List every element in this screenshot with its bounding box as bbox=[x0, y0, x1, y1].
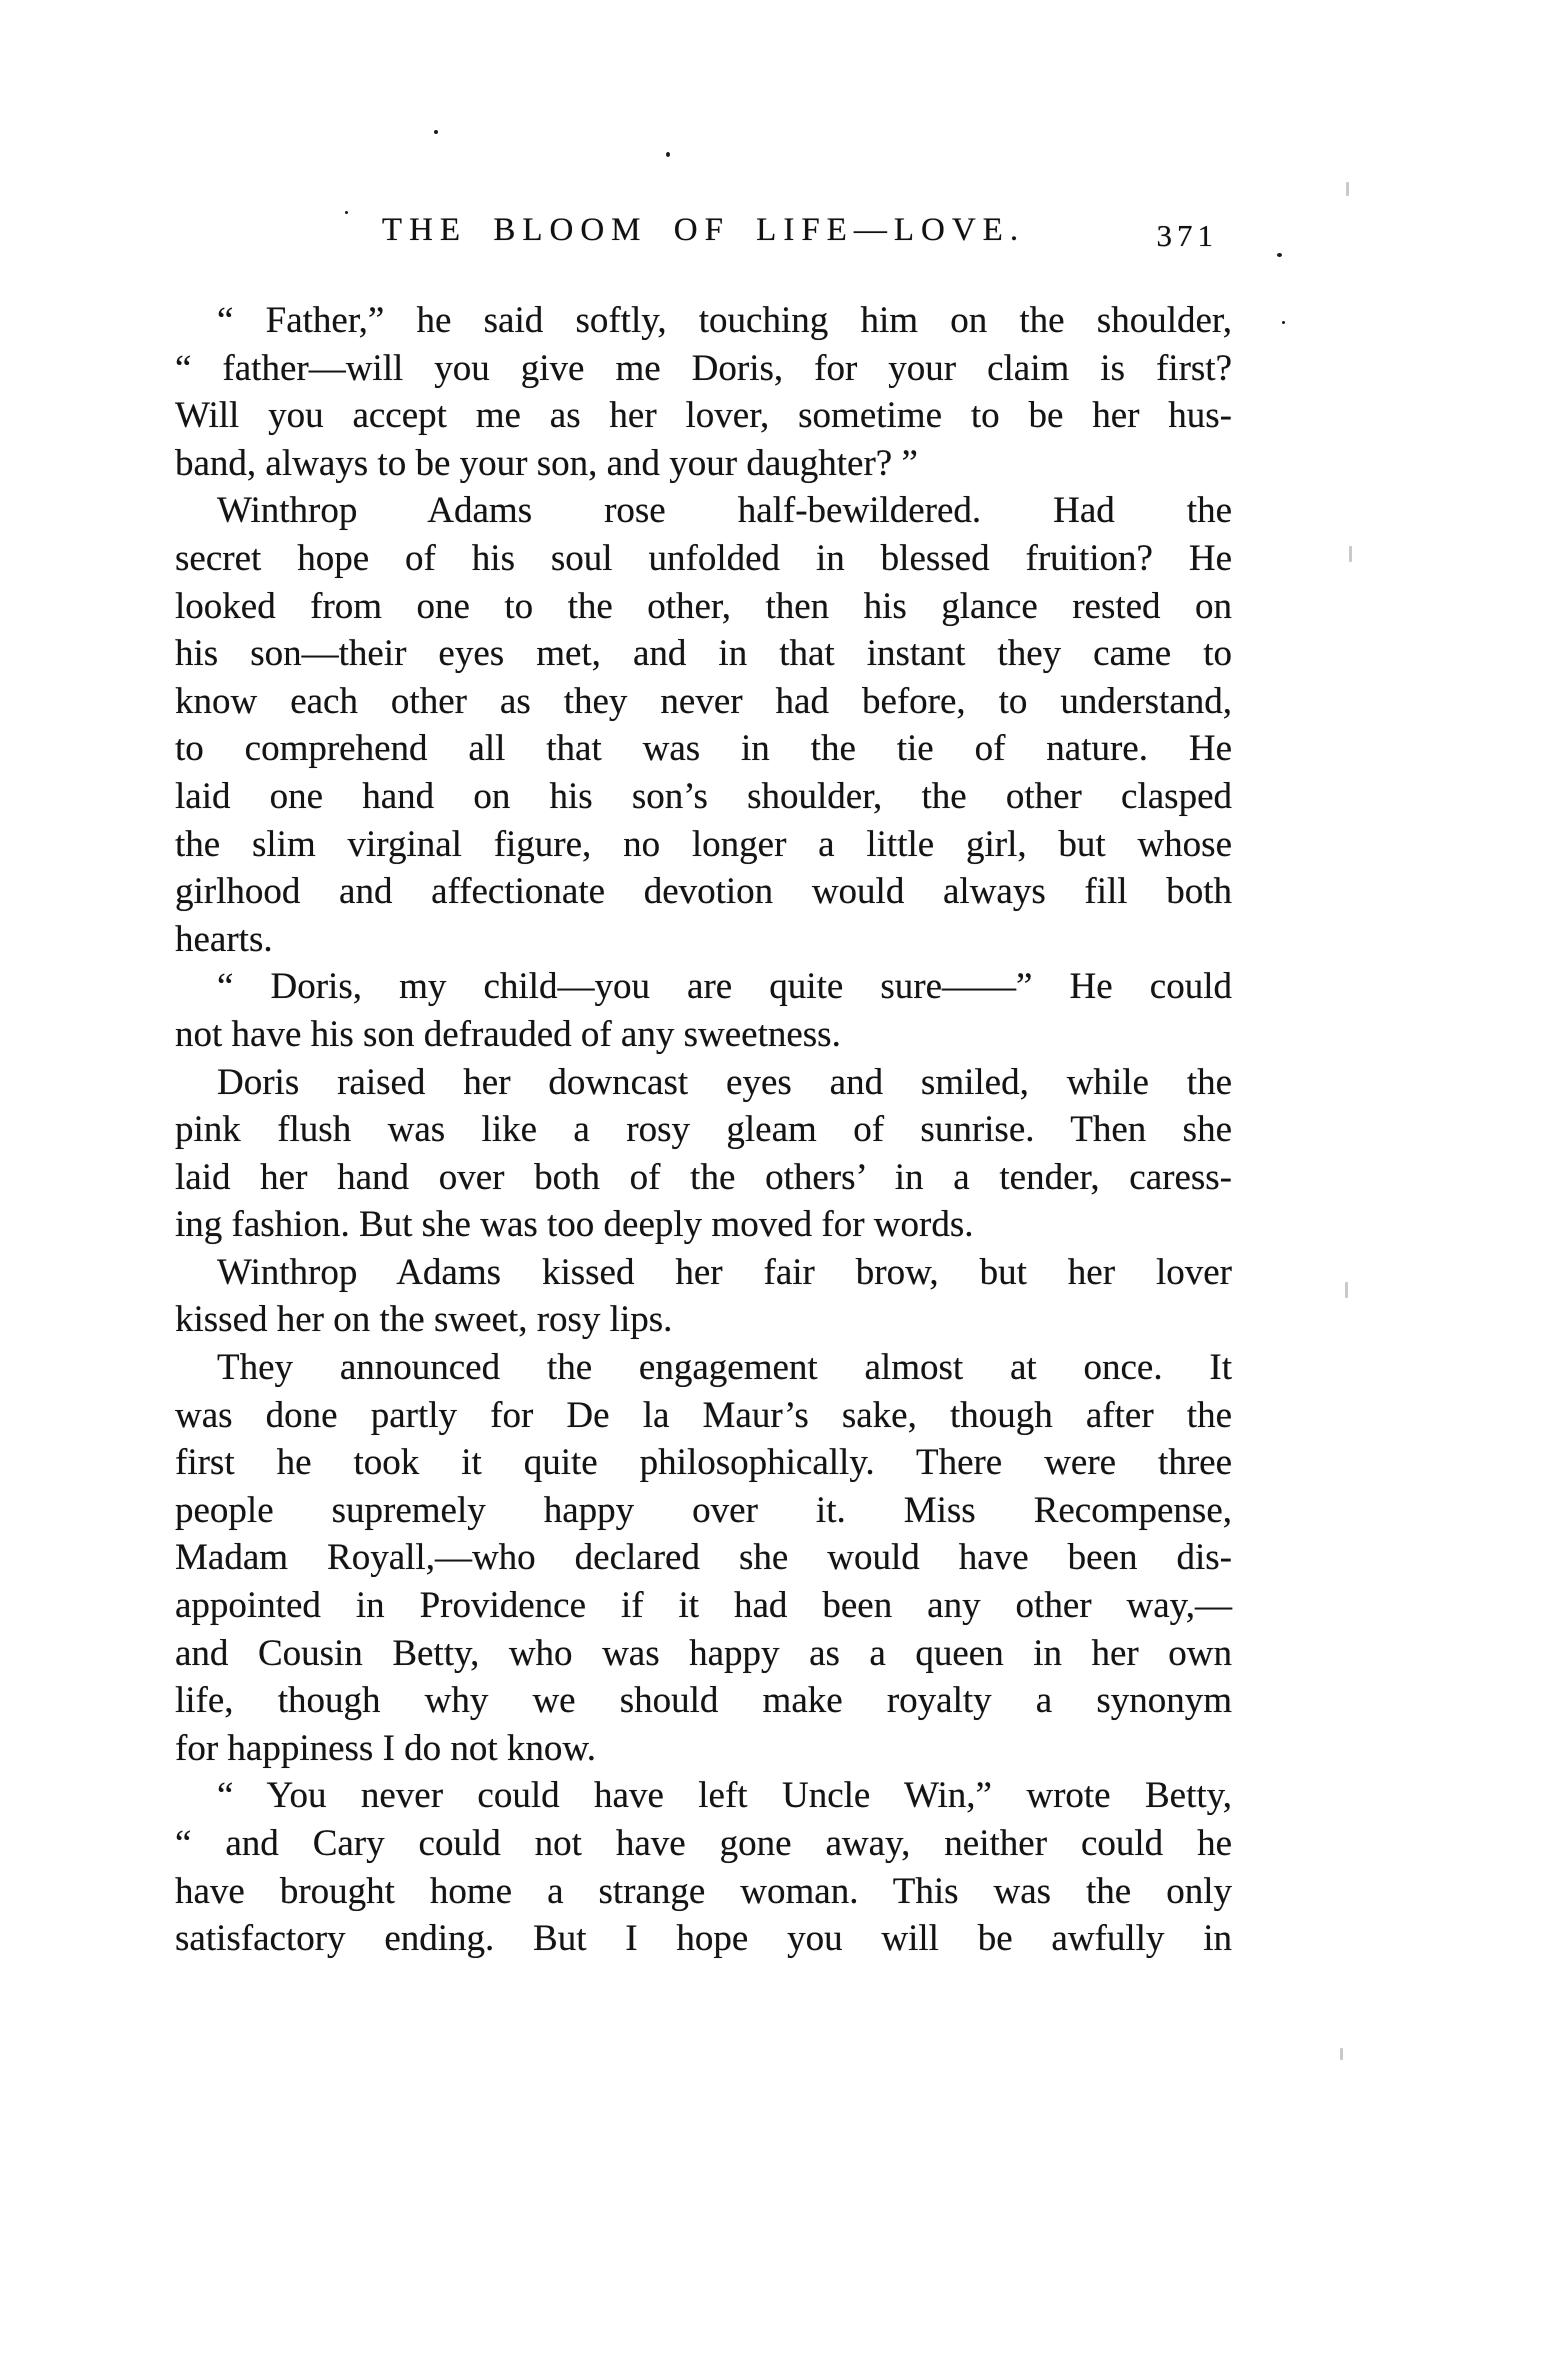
text-line: “ and Cary could not have gone away, neither could he bbox=[175, 1823, 1232, 1864]
text-line: have brought home a strange woman. This was the only bbox=[175, 1870, 1232, 1912]
text-line: people supremely happy over it. Miss Recompense, bbox=[175, 1489, 1232, 1531]
text-line: to comprehend all that was in the tie of nature. He bbox=[175, 728, 1232, 770]
text-line: “ Father,” he said softly, touching him on the shoulder, bbox=[217, 300, 1232, 341]
text-line: kissed her on the sweet, rosy lips. bbox=[175, 1299, 673, 1341]
text-line: Madam Royall,—who declared she would have been dis- bbox=[175, 1537, 1232, 1579]
scan-edge-mark bbox=[1346, 182, 1349, 196]
text-line: laid one hand on his son’s shoulder, the other clasped bbox=[175, 775, 1232, 817]
scan-edge-mark bbox=[1340, 2048, 1343, 2060]
text-line: not have his son defrauded of any sweetness. bbox=[175, 1013, 841, 1055]
text-line: laid her hand over both of the others’ in a tender, caress- bbox=[175, 1156, 1232, 1198]
text-line: ing fashion. But she was too deeply moved for words. bbox=[175, 1204, 974, 1246]
text-line: Winthrop Adams kissed her fair brow, but her lover bbox=[217, 1251, 1232, 1293]
text-line: for happiness I do not know. bbox=[175, 1727, 596, 1769]
running-title: THE BLOOM OF LIFE—LOVE. bbox=[381, 212, 1026, 248]
text-line: secret hope of his soul unfolded in blessed fruition? He bbox=[175, 537, 1232, 579]
text-line: his son—their eyes met, and in that instant they came to bbox=[175, 633, 1232, 675]
ink-speck bbox=[666, 152, 670, 157]
text-line: life, though why we should make royalty a synonym bbox=[175, 1680, 1232, 1722]
text-line: hearts. bbox=[175, 918, 273, 960]
text-line: the slim virginal figure, no longer a little girl, but whose bbox=[175, 823, 1232, 865]
text-line: Will you accept me as her lover, sometime to be her hus- bbox=[175, 395, 1232, 437]
ink-speck bbox=[1282, 321, 1285, 324]
text-line: “ father—will you give me Doris, for your claim is first? bbox=[175, 347, 1232, 389]
page-number: 371 bbox=[1156, 218, 1218, 253]
text-line: pink flush was like a rosy gleam of sunrise. Then she bbox=[175, 1109, 1232, 1151]
page-header bbox=[175, 212, 1232, 256]
scan-edge-mark bbox=[1345, 1282, 1348, 1298]
text-line: Doris raised her downcast eyes and smiled, while the bbox=[217, 1061, 1232, 1103]
text-line: “ Doris, my child—you are quite sure——” He could bbox=[217, 966, 1232, 1008]
text-line: and Cousin Betty, who was happy as a queen in her own bbox=[175, 1632, 1232, 1674]
text-line: girlhood and affectionate devotion would always fill both bbox=[175, 871, 1232, 913]
text-line: “ You never could have left Uncle Win,” wrote Betty, bbox=[217, 1775, 1232, 1817]
text-line: Winthrop Adams rose half-bewildered. Had the bbox=[217, 490, 1232, 532]
scan-edge-mark bbox=[1349, 546, 1352, 562]
text-line: looked from one to the other, then his glance rested on bbox=[175, 585, 1232, 627]
text-line: was done partly for De la Maur’s sake, though after the bbox=[175, 1394, 1232, 1436]
ink-speck bbox=[1277, 253, 1282, 257]
text-line: satisfactory ending. But I hope you will be awfully in bbox=[175, 1918, 1232, 1960]
page-body bbox=[175, 297, 1232, 1963]
ink-speck bbox=[434, 130, 438, 134]
text-line: first he took it quite philosophically. There were three bbox=[175, 1442, 1232, 1484]
text-line: appointed in Providence if it had been any other way,— bbox=[175, 1585, 1232, 1627]
text-line: know each other as they never had before, to understand, bbox=[175, 680, 1232, 722]
text-line: They announced the engagement almost at once. It bbox=[217, 1347, 1232, 1389]
text-line: band, always to be your son, and your daughter? ” bbox=[175, 442, 918, 484]
ink-speck bbox=[345, 211, 348, 214]
